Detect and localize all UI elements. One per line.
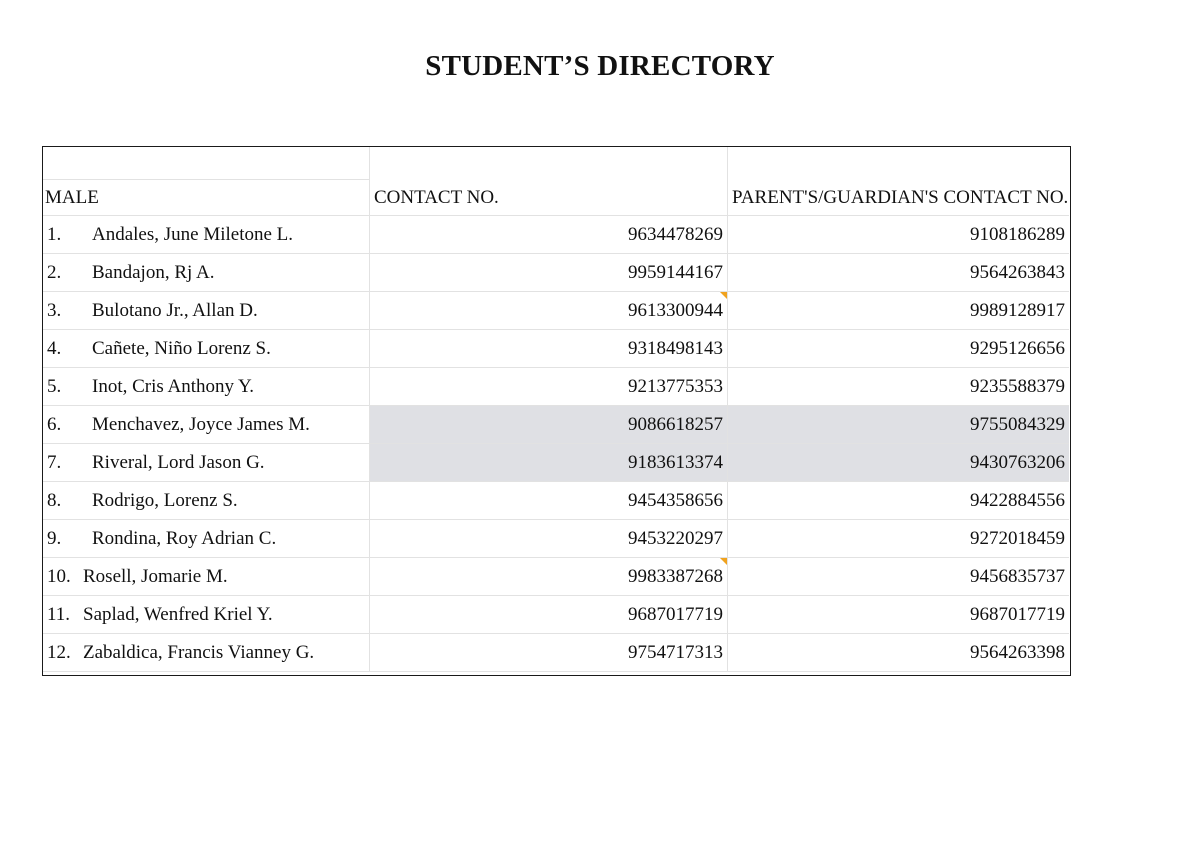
contact-number-cell[interactable]: 9086618257 xyxy=(369,406,727,443)
student-name: Andales, June Miletone L. xyxy=(92,224,294,245)
contact-number-cell[interactable]: 9754717313 xyxy=(369,634,727,671)
student-name-cell[interactable] xyxy=(43,444,369,481)
student-name: Rodrigo, Lorenz S. xyxy=(92,490,238,511)
table-row xyxy=(43,254,1069,292)
student-name-cell[interactable] xyxy=(43,368,369,405)
parent-contact-number-cell[interactable]: 9108186289 xyxy=(727,216,1069,253)
table-row xyxy=(43,482,1069,520)
student-name: Bulotano Jr., Allan D. xyxy=(92,300,258,321)
parent-contact-number-cell[interactable]: 9456835737 xyxy=(727,558,1069,595)
row-number: 3. xyxy=(47,300,62,321)
student-name: Bandajon, Rj A. xyxy=(92,262,215,283)
student-name-cell[interactable] xyxy=(43,520,369,557)
student-name-cell[interactable] xyxy=(43,254,369,291)
contact-number-cell[interactable]: 9634478269 xyxy=(369,216,727,253)
table-row xyxy=(43,444,1069,482)
table-row xyxy=(43,634,1069,672)
page-title: STUDENT’S DIRECTORY xyxy=(425,50,775,82)
parent-contact-number-cell[interactable]: 9235588379 xyxy=(727,368,1069,405)
student-name: Riveral, Lord Jason G. xyxy=(92,452,265,473)
contact-number-cell[interactable]: 9453220297 xyxy=(369,520,727,557)
comment-indicator-icon[interactable] xyxy=(720,558,727,565)
student-name-cell[interactable] xyxy=(43,558,369,595)
row-number: 8. xyxy=(47,490,62,511)
student-name-cell[interactable] xyxy=(43,596,369,633)
parent-contact-number-cell[interactable]: 9272018459 xyxy=(727,520,1069,557)
student-name: Zabaldica, Francis Vianney G. xyxy=(83,642,315,663)
row-number: 9. xyxy=(47,528,62,549)
column-header-name[interactable]: MALE xyxy=(45,187,99,208)
contact-number-cell[interactable]: 9983387268 xyxy=(369,558,727,595)
table-row xyxy=(43,558,1069,596)
header-spacer-row xyxy=(43,147,1069,179)
table-row xyxy=(43,368,1069,406)
table-row xyxy=(43,216,1069,254)
student-name-cell[interactable] xyxy=(43,406,369,443)
header-row xyxy=(43,179,1069,216)
table-row xyxy=(43,406,1069,444)
contact-number-cell[interactable]: 9213775353 xyxy=(369,368,727,405)
parent-contact-number-cell[interactable]: 9989128917 xyxy=(727,292,1069,329)
row-number: 2. xyxy=(47,262,62,283)
column-header-parent-contact[interactable]: PARENT'S/GUARDIAN'S CONTACT NO. xyxy=(732,187,1069,208)
contact-number-cell[interactable]: 9318498143 xyxy=(369,330,727,367)
contact-number-cell[interactable]: 9687017719 xyxy=(369,596,727,633)
student-name-cell[interactable] xyxy=(43,216,369,253)
student-name-cell[interactable] xyxy=(43,482,369,519)
table-row xyxy=(43,520,1069,558)
column-header-contact[interactable]: CONTACT NO. xyxy=(374,187,499,208)
contact-number-cell[interactable]: 9183613374 xyxy=(369,444,727,481)
parent-contact-number-cell[interactable]: 9755084329 xyxy=(727,406,1069,443)
row-number: 4. xyxy=(47,338,62,359)
student-name: Cañete, Niño Lorenz S. xyxy=(92,338,271,359)
table-row xyxy=(43,330,1069,368)
parent-contact-number-cell[interactable]: 9687017719 xyxy=(727,596,1069,633)
row-number: 5. xyxy=(47,376,62,397)
parent-contact-number-cell[interactable]: 9564263843 xyxy=(727,254,1069,291)
directory-table xyxy=(42,146,1071,676)
student-name: Inot, Cris Anthony Y. xyxy=(92,376,255,397)
student-name-cell[interactable] xyxy=(43,292,369,329)
table-row xyxy=(43,596,1069,634)
comment-indicator-icon[interactable] xyxy=(720,292,727,299)
student-name: Rondina, Roy Adrian C. xyxy=(92,528,277,549)
header-spacer-cell xyxy=(43,147,369,180)
contact-number-cell[interactable]: 9613300944 xyxy=(369,292,727,329)
row-number: 1. xyxy=(47,224,62,245)
contact-number-cell[interactable]: 9959144167 xyxy=(369,254,727,291)
student-name-cell[interactable] xyxy=(43,634,369,671)
row-number: 11. xyxy=(47,604,71,625)
row-number: 12. xyxy=(47,642,71,663)
row-number: 6. xyxy=(47,414,62,435)
student-name: Menchavez, Joyce James M. xyxy=(92,414,310,435)
student-name-cell[interactable] xyxy=(43,330,369,367)
table-row xyxy=(43,292,1069,330)
row-number: 7. xyxy=(47,452,62,473)
student-name: Saplad, Wenfred Kriel Y. xyxy=(83,604,273,625)
parent-contact-number-cell[interactable]: 9564263398 xyxy=(727,634,1069,671)
contact-number-cell[interactable]: 9454358656 xyxy=(369,482,727,519)
parent-contact-number-cell[interactable]: 9422884556 xyxy=(727,482,1069,519)
student-name: Rosell, Jomarie M. xyxy=(83,566,228,587)
row-number: 10. xyxy=(47,566,71,587)
parent-contact-number-cell[interactable]: 9295126656 xyxy=(727,330,1069,367)
parent-contact-number-cell[interactable]: 9430763206 xyxy=(727,444,1069,481)
